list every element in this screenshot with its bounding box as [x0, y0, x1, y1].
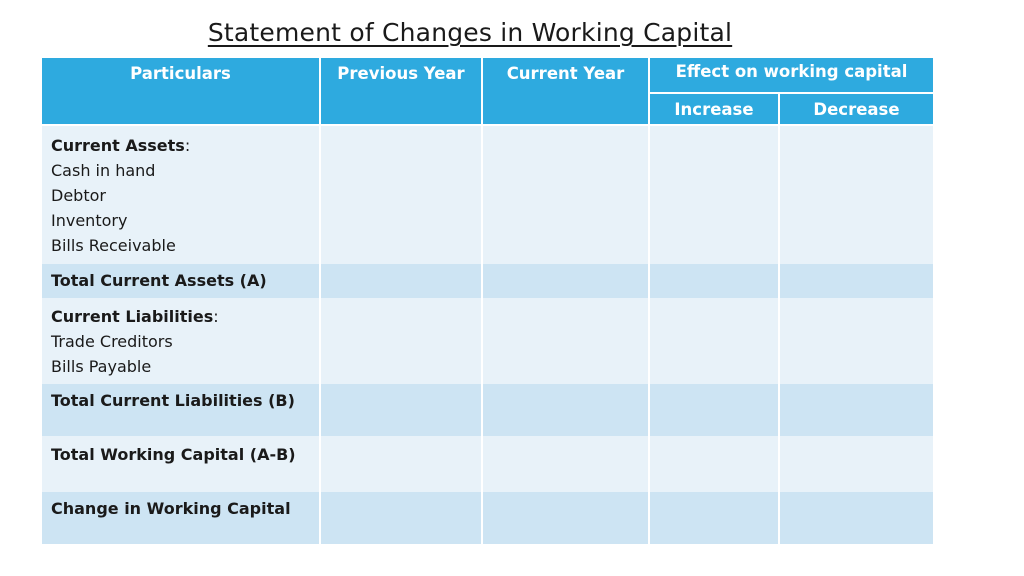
row-label-total-working-capital: Total Working Capital (A-B) — [51, 445, 296, 464]
cell-increase — [649, 125, 779, 264]
header-increase: Increase — [649, 93, 779, 125]
cell-increase — [649, 492, 779, 544]
cell-particulars — [41, 384, 320, 436]
cell-decrease — [779, 384, 934, 436]
list-item: Bills Receivable — [51, 236, 176, 255]
working-capital-table — [40, 56, 935, 544]
cell-current-year — [482, 125, 649, 264]
list-item: Debtor — [51, 186, 106, 205]
header-previous-year: Previous Year — [320, 57, 482, 125]
cell-particulars — [41, 125, 320, 264]
cell-decrease — [779, 264, 934, 298]
section-heading-current-liabilities: Current Liabilities: — [51, 307, 219, 326]
row-label-total-current-liabilities: Total Current Liabilities (B) — [51, 391, 295, 410]
header-decrease: Decrease — [779, 93, 934, 125]
section-heading-current-assets: Current Assets: — [51, 136, 191, 155]
list-item: Trade Creditors — [51, 332, 173, 351]
cell-decrease — [779, 125, 934, 264]
table-row-total-working-capital — [41, 436, 934, 492]
header-particulars: Particulars — [41, 57, 320, 125]
cell-previous-year — [320, 125, 482, 264]
table-row-total-current-assets — [41, 264, 934, 298]
cell-current-year — [482, 264, 649, 298]
list-item: Cash in hand — [51, 161, 156, 180]
cell-decrease — [779, 492, 934, 544]
cell-decrease — [779, 298, 934, 384]
cell-particulars — [41, 436, 320, 492]
cell-previous-year — [320, 298, 482, 384]
cell-previous-year — [320, 384, 482, 436]
header-effect-on-working-capital: Effect on working capital — [649, 57, 934, 93]
cell-current-year — [482, 384, 649, 436]
cell-current-year — [482, 298, 649, 384]
table-row-current-liabilities — [41, 298, 934, 384]
table-row-change-in-working-capital — [41, 492, 934, 544]
cell-increase — [649, 264, 779, 298]
list-item: Bills Payable — [51, 357, 152, 376]
cell-previous-year — [320, 436, 482, 492]
row-label-total-current-assets: Total Current Assets (A) — [51, 271, 267, 290]
cell-increase — [649, 384, 779, 436]
cell-increase — [649, 436, 779, 492]
cell-previous-year — [320, 264, 482, 298]
cell-particulars — [41, 492, 320, 544]
cell-particulars — [41, 264, 320, 298]
cell-particulars — [41, 298, 320, 384]
table-row-current-assets — [41, 125, 934, 264]
row-label-change-in-working-capital: Change in Working Capital — [51, 499, 291, 518]
cell-current-year — [482, 436, 649, 492]
header-current-year: Current Year — [482, 57, 649, 125]
page-title: Statement of Changes in Working Capital — [207, 18, 733, 47]
cell-current-year — [482, 492, 649, 544]
table-row-total-current-liabilities — [41, 384, 934, 436]
cell-previous-year — [320, 492, 482, 544]
list-item: Inventory — [51, 211, 128, 230]
cell-decrease — [779, 436, 934, 492]
cell-increase — [649, 298, 779, 384]
